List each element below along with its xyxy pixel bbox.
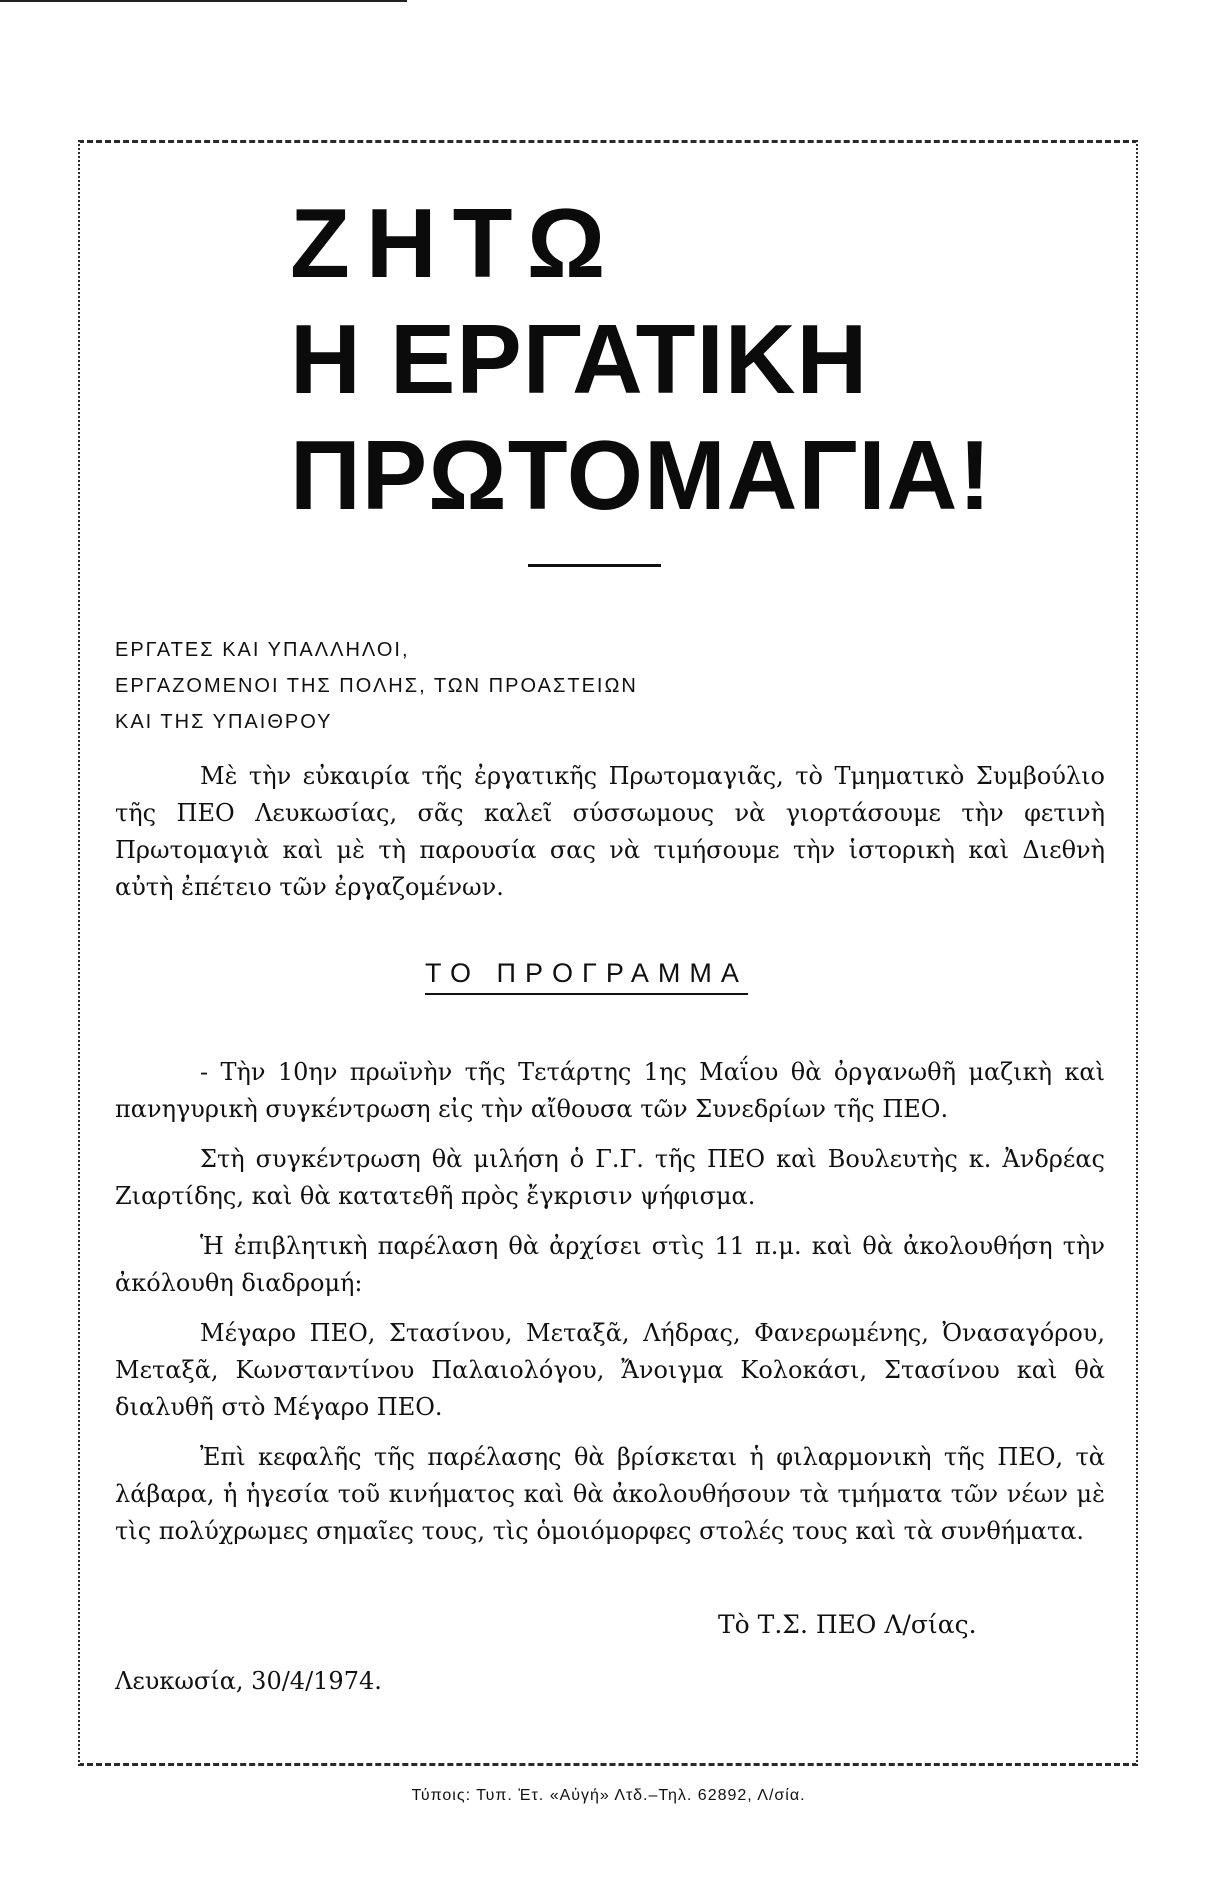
signature: Τὸ Τ.Σ. ΠΕΟ Λ/σίας. — [718, 1610, 977, 1639]
program-title: ΤΟ ΠΡΟΓΡΑΜΜΑ — [425, 958, 748, 995]
salutation — [115, 632, 638, 740]
program-paragraph-2: Στὴ συγκέντρωση θὰ μιλήση ὁ Γ.Γ. τῆς ΠΕΟ καὶ Βουλευτὴς κ. Ἀνδρέας Ζιαρτίδης, καὶ θὰ κατατεθῆ πρὸς ἔγκρισιν ψήφισμα. — [115, 1145, 1105, 1210]
dateline: Λευκωσία, 30/4/1974. — [115, 1667, 382, 1695]
program-paragraph-1: - Τὴν 10ην πρωϊνὴν τῆς Τετάρτης 1ης Μαΐου θὰ ὀργανωθῆ μαζικὴ καὶ πανηγυρικὴ συγκέντρωση εἰς τὴν αἴθουσα τῶν Συνεδρίων τῆς ΠΕΟ. — [115, 1058, 1105, 1123]
program-paragraph-3: Ἡ ἐπιβλητικὴ παρέλαση θὰ ἀρχίσει στὶς 11 π.μ. καὶ θὰ ἀκολουθήση τὴν ἀκόλουθη διαδρομή: — [115, 1232, 1105, 1297]
program-paragraph-5: Ἐπὶ κεφαλῆς τῆς παρέλασης θὰ βρίσκεται ἡ φιλαρμονικὴ τῆς ΠΕΟ, τὰ λάβαρα, ἡ ἡγεσία τοῦ κινήματος καὶ θὰ ἀκολουθήσουν τὰ τμήματα τῶν νέων μὲ τὶς πολύχρωμες σημαῖες τους, τὶς ὁμοιόμορφες στολές τους καὶ τὰ συνθήματα. — [115, 1443, 1105, 1545]
headline — [290, 185, 992, 533]
headline-line-1: ΖΗΤΩ — [290, 188, 622, 298]
headline-line-2: Η ΕΡΓΑΤΙΚΗ — [290, 304, 869, 414]
salutation-line-3: ΚΑΙ ΤΗΣ ΥΠΑΙΘΡΟΥ — [115, 711, 333, 733]
salutation-line-2: ΕΡΓΑΖΟΜΕΝΟΙ ΤΗΣ ΠΟΛΗΣ, ΤΩΝ ΠΡΟΑΣΤΕΙΩΝ — [115, 675, 638, 697]
headline-line-3: ΠΡΩΤΟΜΑΓΙΑ! — [290, 420, 992, 530]
salutation-line-1: ΕΡΓΑΤΕΣ ΚΑΙ ΥΠΑΛΛΗΛΟΙ, — [115, 639, 410, 661]
top-edge-line — [0, 0, 407, 2]
program-route-paragraph: Μέγαρο ΠΕΟ, Στασίνου, Μεταξᾶ, Λήδρας, Φανερωμένης, Ὀνασαγόρου, Μεταξᾶ, Κωνσταντίνου Παλαιολόγου, Ἄνοιγμα Κολοκάσι, Στασίνου καὶ θὰ διαλυθῆ στὸ Μέγαρο ΠΕΟ. — [115, 1319, 1105, 1421]
headline-divider — [528, 564, 661, 567]
printer-imprint: Τύποις: Τυπ. Ἐτ. «Αὐγή» Λτδ.–Τηλ. 62892, Λ/σία. — [411, 1787, 806, 1804]
intro-paragraph: Μὲ τὴν εὐκαιρία τῆς ἐργατικῆς Πρωτομαγιᾶς, τὸ Τμηματικὸ Συμβούλιο τῆς ΠΕΟ Λευκωσίας, σᾶς καλεῖ σύσσωμους νὰ γιορτάσουμε τὴν φετινὴ Πρωτομαγιὰ καὶ μὲ τὴ παρουσία σας νὰ τιμήσουμε τὴν ἱστορικὴ καὶ Διεθνὴ αὐτὴ ἐπέτειο τῶν ἐργαζομένων. — [115, 762, 1105, 901]
